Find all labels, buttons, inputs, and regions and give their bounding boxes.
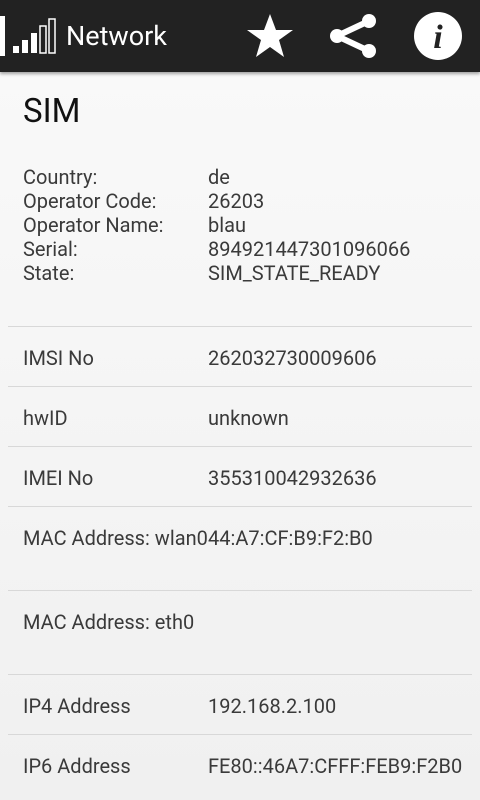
list-item-mac-eth0[interactable] [23, 610, 473, 634]
share-icon [328, 12, 380, 60]
divider [8, 326, 472, 327]
field-value: 894921447301096066 [208, 237, 411, 261]
field-value: 355310042932636 [208, 466, 377, 490]
sim-row-operator-name [23, 213, 410, 237]
star-icon [245, 12, 295, 60]
info-icon [413, 11, 463, 61]
svg-text:i: i [433, 19, 443, 56]
field-value: FE80::46A7:CFFF:FEB9:F2B0 [208, 754, 463, 778]
divider [8, 734, 472, 735]
field-label: IP4 Address [23, 694, 131, 718]
up-indicator[interactable] [0, 16, 5, 56]
signal-bars-icon[interactable] [12, 18, 60, 54]
sim-row-operator-code [23, 189, 410, 213]
sim-row-country [23, 165, 410, 189]
field-label: State: [23, 261, 75, 285]
divider [8, 674, 472, 675]
field-label: IMEI No [23, 466, 94, 490]
field-value: unknown [208, 406, 289, 430]
field-value: 192.168.2.100 [208, 694, 337, 718]
field-label: Serial: [23, 237, 78, 261]
section-title: SIM [23, 92, 81, 131]
list-item-mac-wlan0[interactable] [23, 526, 473, 550]
list-item-hwid[interactable] [23, 406, 473, 430]
favorite-button[interactable] [244, 10, 296, 62]
field-label: Operator Name: [23, 213, 164, 237]
app-title: Network [66, 20, 167, 52]
field-value: SIM_STATE_READY [208, 261, 381, 285]
field-label: hwID [23, 406, 68, 430]
divider [8, 446, 472, 447]
list-item-imsi[interactable] [23, 346, 473, 370]
share-button[interactable] [328, 10, 380, 62]
field-label: IP6 Address [23, 754, 131, 778]
field-label: Operator Code: [23, 189, 157, 213]
list-item-ip4[interactable] [23, 694, 473, 718]
network-info-list[interactable] [0, 72, 480, 800]
field-value: 26203 [208, 189, 265, 213]
field-value: 262032730009606 [208, 346, 377, 370]
field-label: Country: [23, 165, 98, 189]
list-item-ip6[interactable] [23, 754, 473, 778]
sim-details [23, 165, 410, 285]
divider [8, 386, 472, 387]
field-value [208, 610, 468, 634]
action-bar [0, 0, 480, 72]
field-value: 44:A7:CF:B9:F2:B0 [208, 526, 373, 550]
divider [8, 506, 472, 507]
sim-row-serial [23, 237, 410, 261]
field-label: MAC Address: eth0 [23, 610, 195, 634]
field-value: blau [208, 213, 246, 237]
divider [8, 590, 472, 591]
field-label: IMSI No [23, 346, 94, 370]
info-button[interactable] [412, 10, 464, 62]
field-label: MAC Address: wlan0 [23, 526, 208, 550]
field-value: de [208, 165, 230, 189]
list-item-imei[interactable] [23, 466, 473, 490]
sim-row-state [23, 261, 410, 285]
